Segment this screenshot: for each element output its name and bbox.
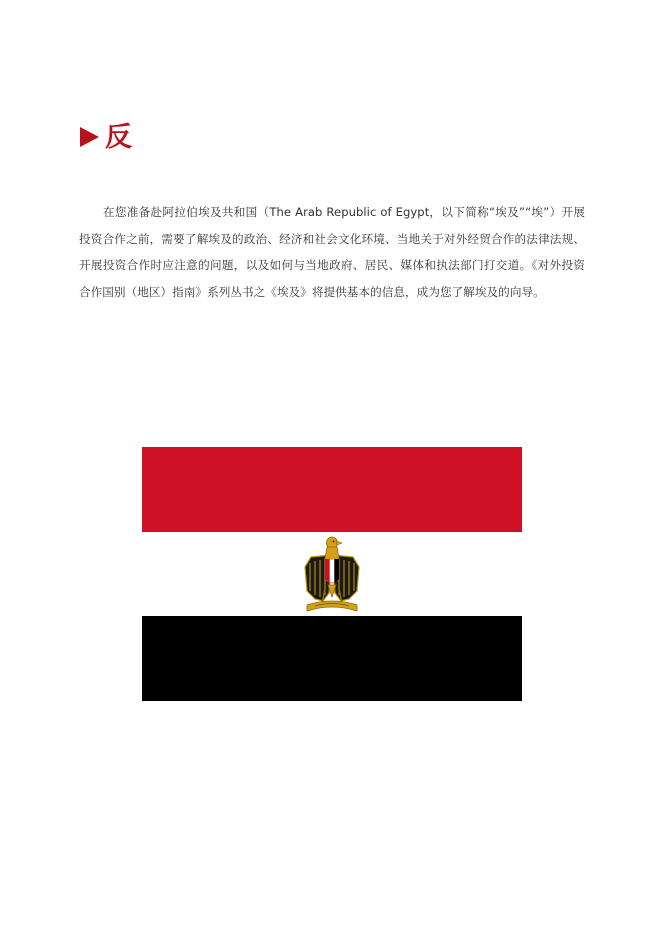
intro-paragraph: 在您准备赴阿拉伯埃及共和国（The Arab Republic of Egypt，以下简称“埃及”“埃”）开展投资合作之前，需要了解埃及的政治、经济和社会文化环境、当地关于对外经贸合作的法律法规、开展投资合作时应注意的问题，以及如何与当地政府、居民、媒体和执法部门打交道。《对外投资合作国别（地区）指南》系列丛书之《埃及》将提供基本的信息，成为您了解埃及的向导。 — [79, 205, 585, 299]
flag-black-band — [142, 616, 522, 701]
egypt-flag-image — [142, 447, 522, 701]
triangle-marker-icon — [80, 127, 99, 147]
section-title: 反 — [105, 121, 132, 153]
flag-red-band — [142, 447, 522, 532]
section-heading — [80, 117, 132, 157]
eagle-of-saladin-icon — [301, 533, 363, 615]
